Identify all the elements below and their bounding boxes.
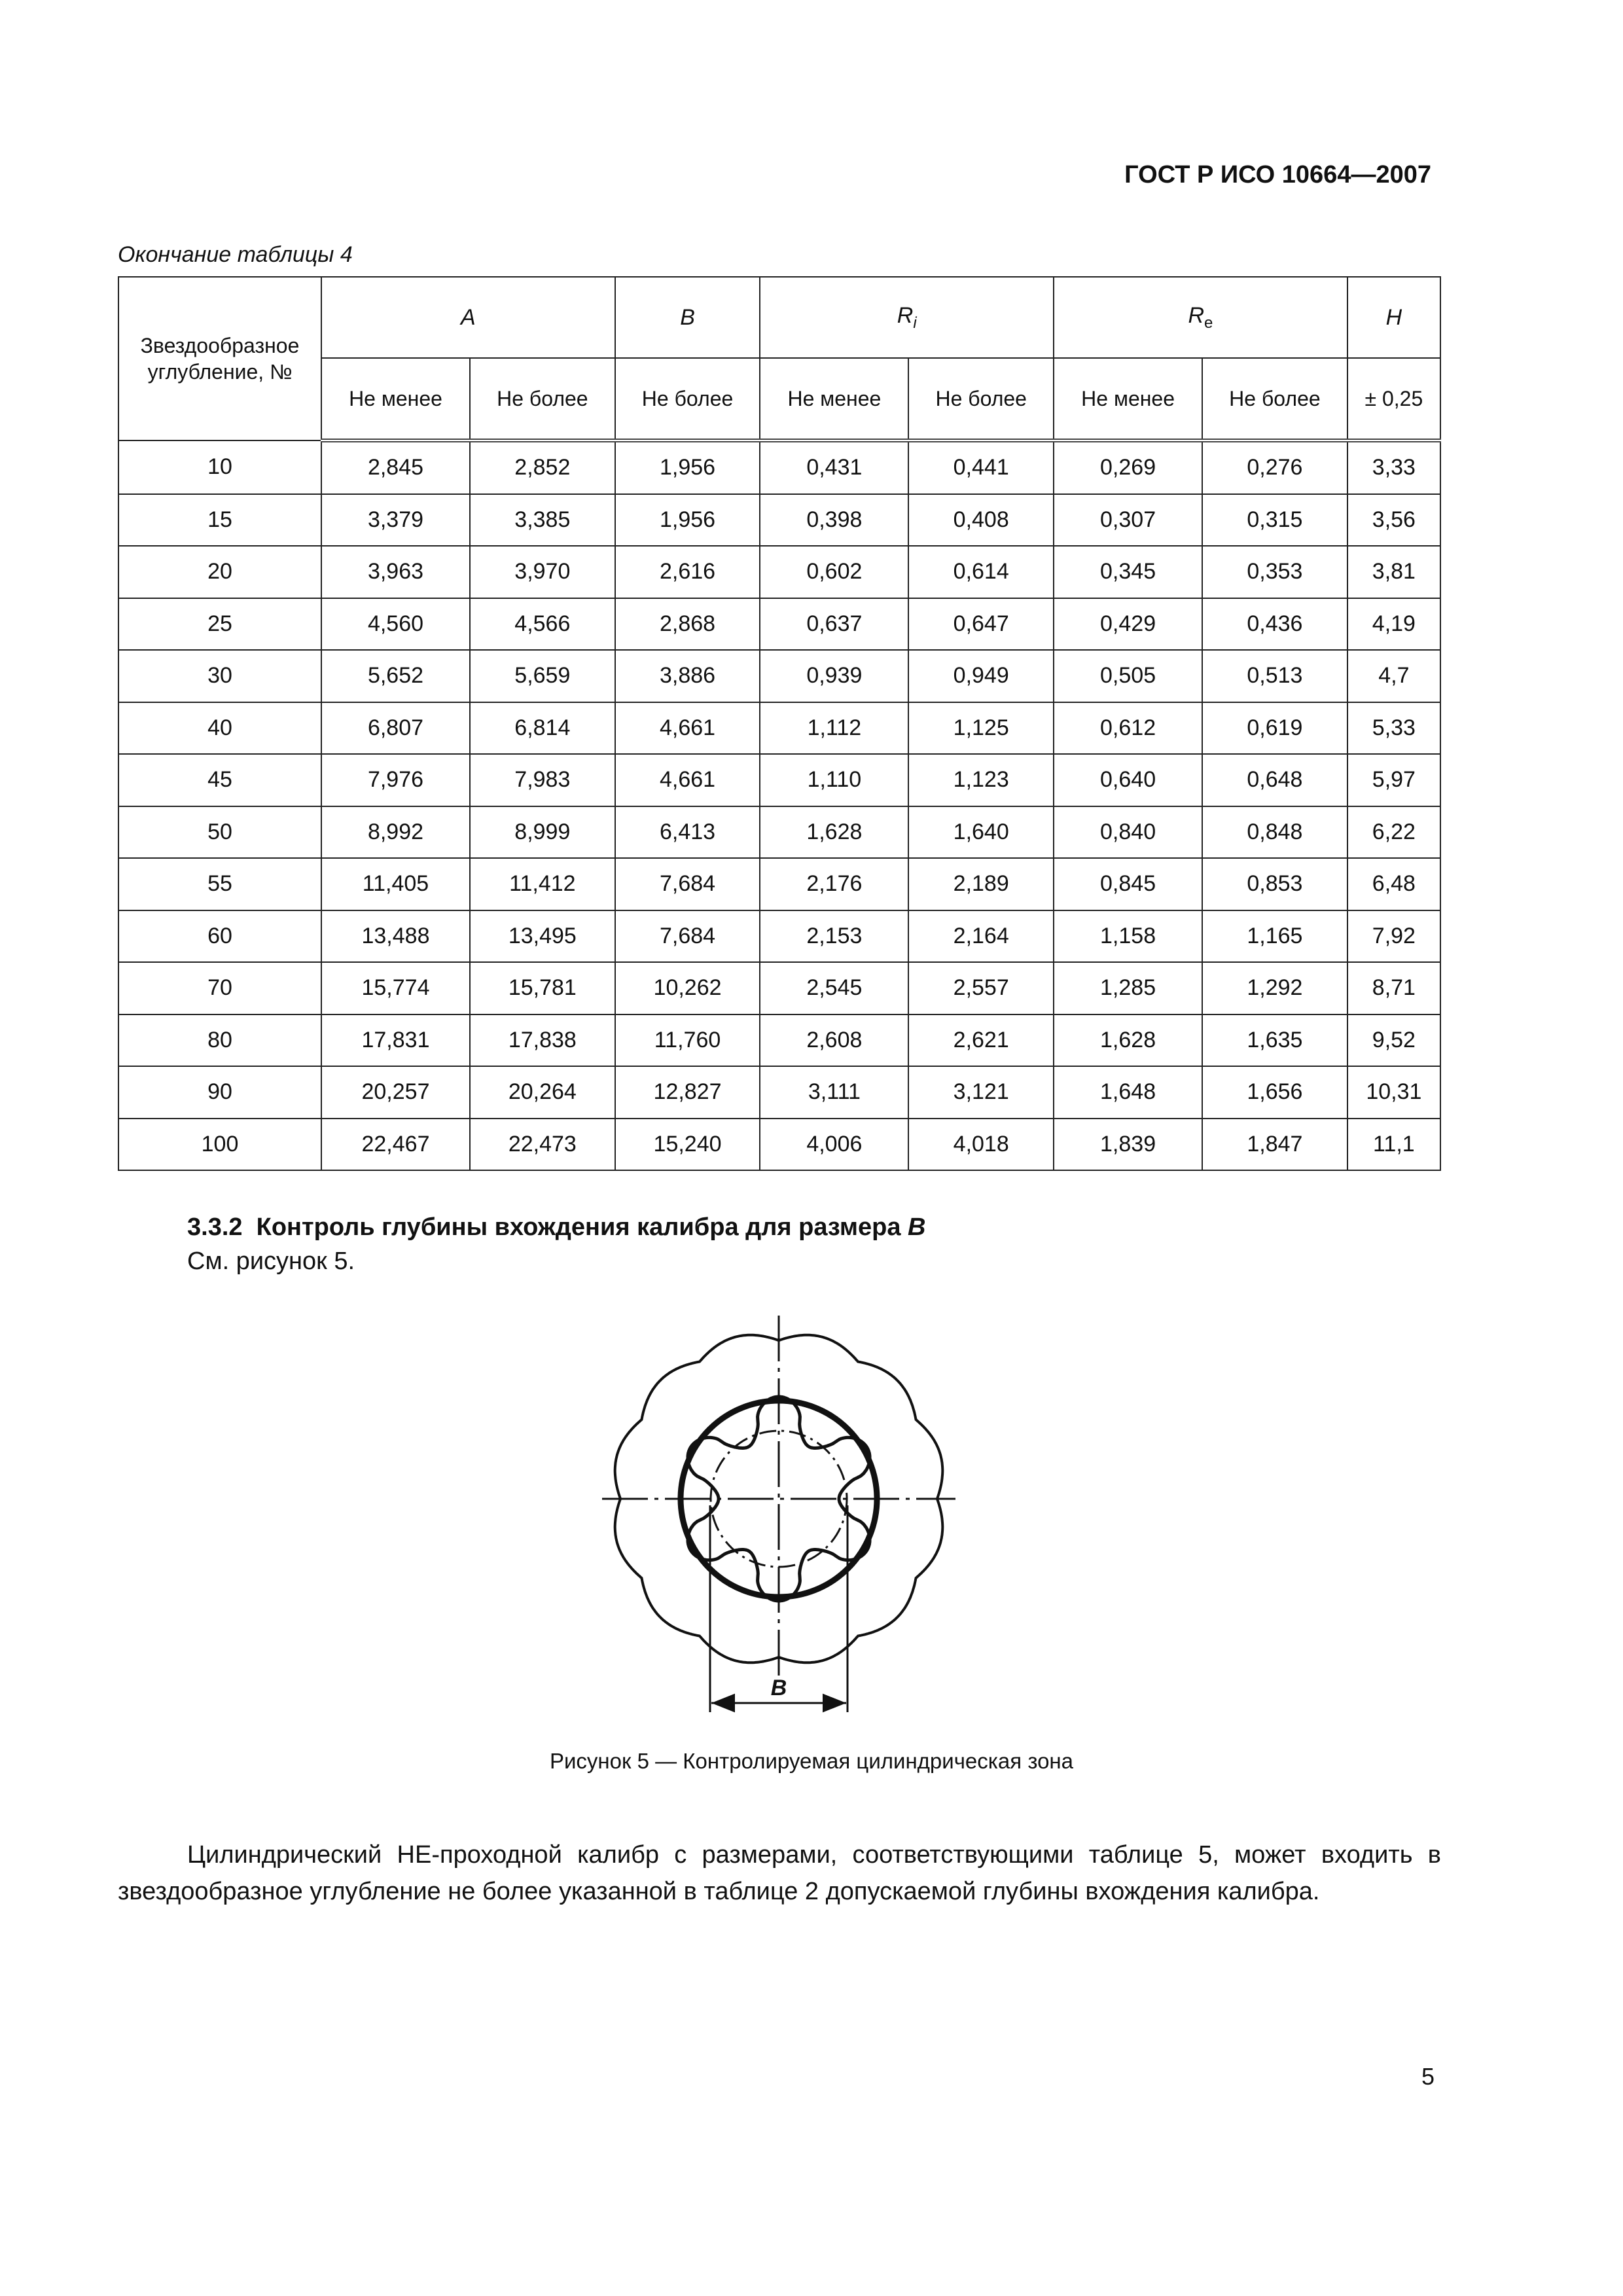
sub-header: Не более [908, 358, 1054, 440]
table-cell: 3,385 [470, 494, 615, 547]
col-header-h: H [1347, 277, 1440, 358]
table-cell: 2,545 [760, 962, 908, 1014]
table-cell: 0,436 [1202, 598, 1347, 651]
table-cell: 0,307 [1054, 494, 1202, 547]
table-cell: 8,999 [470, 806, 615, 859]
table-cell: 3,379 [321, 494, 470, 547]
page-number: 5 [1421, 2063, 1435, 2090]
table-cell: 22,467 [321, 1119, 470, 1171]
table-cell: 0,398 [760, 494, 908, 547]
table-cell: 1,292 [1202, 962, 1347, 1014]
table-cell: 8,71 [1347, 962, 1440, 1014]
table-cell: 0,505 [1054, 650, 1202, 702]
table-cell: 3,111 [760, 1066, 908, 1119]
table-row [118, 858, 1440, 910]
table-cell: 0,647 [908, 598, 1054, 651]
table-row [118, 440, 1440, 494]
table-cell: 1,640 [908, 806, 1054, 859]
recess-number-cell: 10 [118, 440, 321, 494]
table-cell: 0,612 [1054, 702, 1202, 755]
recess-number-cell: 100 [118, 1119, 321, 1171]
table-cell: 12,827 [615, 1066, 760, 1119]
table-cell: 7,684 [615, 910, 760, 963]
table-cell: 6,413 [615, 806, 760, 859]
table-cell: 3,56 [1347, 494, 1440, 547]
table-row [118, 598, 1440, 651]
recess-number-cell: 15 [118, 494, 321, 547]
table-cell: 5,97 [1347, 754, 1440, 806]
table-cell: 4,018 [908, 1119, 1054, 1171]
table-cell: 1,847 [1202, 1119, 1347, 1171]
table-cell: 0,431 [760, 440, 908, 494]
document-code: ГОСТ Р ИСО 10664—2007 [1124, 161, 1431, 188]
table-row [118, 702, 1440, 755]
table-cell: 5,652 [321, 650, 470, 702]
table-cell: 2,608 [760, 1014, 908, 1067]
table-cell: 1,656 [1202, 1066, 1347, 1119]
table-cell: 2,153 [760, 910, 908, 963]
sub-header: Не менее [1054, 358, 1202, 440]
table-cell: 0,619 [1202, 702, 1347, 755]
sub-header: Не более [470, 358, 615, 440]
table-cell: 6,807 [321, 702, 470, 755]
table-cell: 1,839 [1054, 1119, 1202, 1171]
table-cell: 4,560 [321, 598, 470, 651]
table-cell: 3,886 [615, 650, 760, 702]
section-title-text: Контроль глубины вхождения калибра для размера [256, 1213, 901, 1241]
table-cell: 4,19 [1347, 598, 1440, 651]
section-number: 3.3.2 [187, 1213, 243, 1241]
recess-number-cell: 80 [118, 1014, 321, 1067]
table-cell: 3,963 [321, 546, 470, 598]
table-cell: 0,840 [1054, 806, 1202, 859]
table-cell: 4,7 [1347, 650, 1440, 702]
table-cell: 11,412 [470, 858, 615, 910]
table-row [118, 494, 1440, 547]
table-cell: 0,648 [1202, 754, 1347, 806]
table-cell: 1,112 [760, 702, 908, 755]
table-cell: 0,429 [1054, 598, 1202, 651]
table-cell: 1,158 [1054, 910, 1202, 963]
table-cell: 1,628 [760, 806, 908, 859]
table-row [118, 1014, 1440, 1067]
table-cell: 0,949 [908, 650, 1054, 702]
table-cell: 0,602 [760, 546, 908, 598]
table-cell: 22,473 [470, 1119, 615, 1171]
table-cell: 1,110 [760, 754, 908, 806]
table-cell: 0,353 [1202, 546, 1347, 598]
recess-number-cell: 25 [118, 598, 321, 651]
table-cell: 7,92 [1347, 910, 1440, 963]
table-row [118, 910, 1440, 963]
table-cell: 9,52 [1347, 1014, 1440, 1067]
table-row [118, 962, 1440, 1014]
table-cell: 15,774 [321, 962, 470, 1014]
table-cell: 0,848 [1202, 806, 1347, 859]
table-cell: 2,852 [470, 440, 615, 494]
table-cell: 7,976 [321, 754, 470, 806]
table-row [118, 546, 1440, 598]
recess-number-cell: 20 [118, 546, 321, 598]
table-row [118, 1066, 1440, 1119]
recess-number-cell: 90 [118, 1066, 321, 1119]
figure-reference: См. рисунок 5. [187, 1247, 355, 1275]
section-title-variable: B [908, 1213, 926, 1241]
recess-number-cell: 30 [118, 650, 321, 702]
table-cell: 10,31 [1347, 1066, 1440, 1119]
section-heading [187, 1213, 925, 1242]
table-cell: 0,513 [1202, 650, 1347, 702]
table-caption: Окончание таблицы 4 [118, 242, 353, 267]
dimensions-table [118, 276, 1441, 1171]
sub-header: ± 0,25 [1347, 358, 1440, 440]
table-cell: 17,838 [470, 1014, 615, 1067]
table-row [118, 1119, 1440, 1171]
sub-header: Не менее [321, 358, 470, 440]
recess-number-cell: 40 [118, 702, 321, 755]
table-cell: 6,48 [1347, 858, 1440, 910]
recess-number-cell: 70 [118, 962, 321, 1014]
table-cell: 2,164 [908, 910, 1054, 963]
table-cell: 0,269 [1054, 440, 1202, 494]
table-cell: 0,640 [1054, 754, 1202, 806]
recess-number-cell: 55 [118, 858, 321, 910]
table-cell: 1,648 [1054, 1066, 1202, 1119]
stub-header: Звездообразное углубление, № [118, 277, 321, 440]
table-cell: 2,616 [615, 546, 760, 598]
table-cell: 3,970 [470, 546, 615, 598]
table-cell: 2,557 [908, 962, 1054, 1014]
recess-number-cell: 60 [118, 910, 321, 963]
table-row [118, 806, 1440, 859]
recess-number-cell: 50 [118, 806, 321, 859]
table-cell: 6,814 [470, 702, 615, 755]
table-cell: 11,405 [321, 858, 470, 910]
col-header-ri: $R_i$ [760, 277, 1054, 358]
table-cell: 2,845 [321, 440, 470, 494]
table-cell: 0,845 [1054, 858, 1202, 910]
table-cell: 11,1 [1347, 1119, 1440, 1171]
table-cell: 1,635 [1202, 1014, 1347, 1067]
table-cell: 4,006 [760, 1119, 908, 1171]
table-cell: 20,257 [321, 1066, 470, 1119]
sub-header: Не более [1202, 358, 1347, 440]
table-cell: 0,408 [908, 494, 1054, 547]
table-cell: 1,123 [908, 754, 1054, 806]
sub-header: Не более [615, 358, 760, 440]
table-cell: 2,621 [908, 1014, 1054, 1067]
recess-number-cell: 45 [118, 754, 321, 806]
table-cell: 3,33 [1347, 440, 1440, 494]
table-cell: 1,125 [908, 702, 1054, 755]
table-cell: 0,315 [1202, 494, 1347, 547]
col-header-b: B [615, 277, 760, 358]
table-cell: 1,285 [1054, 962, 1202, 1014]
table-cell: 13,488 [321, 910, 470, 963]
table-cell: 2,176 [760, 858, 908, 910]
table-cell: 2,868 [615, 598, 760, 651]
table-cell: 1,956 [615, 440, 760, 494]
table-cell: 11,760 [615, 1014, 760, 1067]
table-cell: 3,121 [908, 1066, 1054, 1119]
body-paragraph: Цилиндрический НЕ-проходной калибр с размерами, соответствующими таблице 5, может входить в звездообразное углубление не более указанной в таблице 2 допускаемой глубины вхождения калибра. [118, 1841, 1441, 1905]
table-row [118, 650, 1440, 702]
table-cell: 1,956 [615, 494, 760, 547]
table-cell: 0,441 [908, 440, 1054, 494]
table-cell: 0,614 [908, 546, 1054, 598]
table-cell: 13,495 [470, 910, 615, 963]
table-cell: 6,22 [1347, 806, 1440, 859]
table-cell: 0,276 [1202, 440, 1347, 494]
table-cell: 3,81 [1347, 546, 1440, 598]
table-cell: 5,33 [1347, 702, 1440, 755]
table-cell: 15,240 [615, 1119, 760, 1171]
col-header-a: A [321, 277, 615, 358]
table-cell: 4,661 [615, 754, 760, 806]
table-cell: 10,262 [615, 962, 760, 1014]
table-cell: 4,566 [470, 598, 615, 651]
table-cell: 0,939 [760, 650, 908, 702]
table-cell: 0,853 [1202, 858, 1347, 910]
table-cell: 20,264 [470, 1066, 615, 1119]
table-cell: 8,992 [321, 806, 470, 859]
table-row [118, 754, 1440, 806]
table-cell: 2,189 [908, 858, 1054, 910]
table-cell: 1,628 [1054, 1014, 1202, 1067]
table-cell: 17,831 [321, 1014, 470, 1067]
table-cell: 1,165 [1202, 910, 1347, 963]
table-cell: 5,659 [470, 650, 615, 702]
sub-header: Не менее [760, 358, 908, 440]
col-header-re: $R_e$ [1054, 277, 1347, 358]
table-cell: 0,637 [760, 598, 908, 651]
dimension-label-b: B [770, 1676, 787, 1700]
table-cell: 0,345 [1054, 546, 1202, 598]
table-cell: 4,661 [615, 702, 760, 755]
table-body [118, 440, 1440, 1170]
figure-caption: Рисунок 5 — Контролируемая цилиндрическая зона [549, 1749, 1074, 1773]
table-cell: 7,983 [470, 754, 615, 806]
table-cell: 7,684 [615, 858, 760, 910]
star-recess-figure [589, 1302, 969, 1721]
table-cell: 15,781 [470, 962, 615, 1014]
